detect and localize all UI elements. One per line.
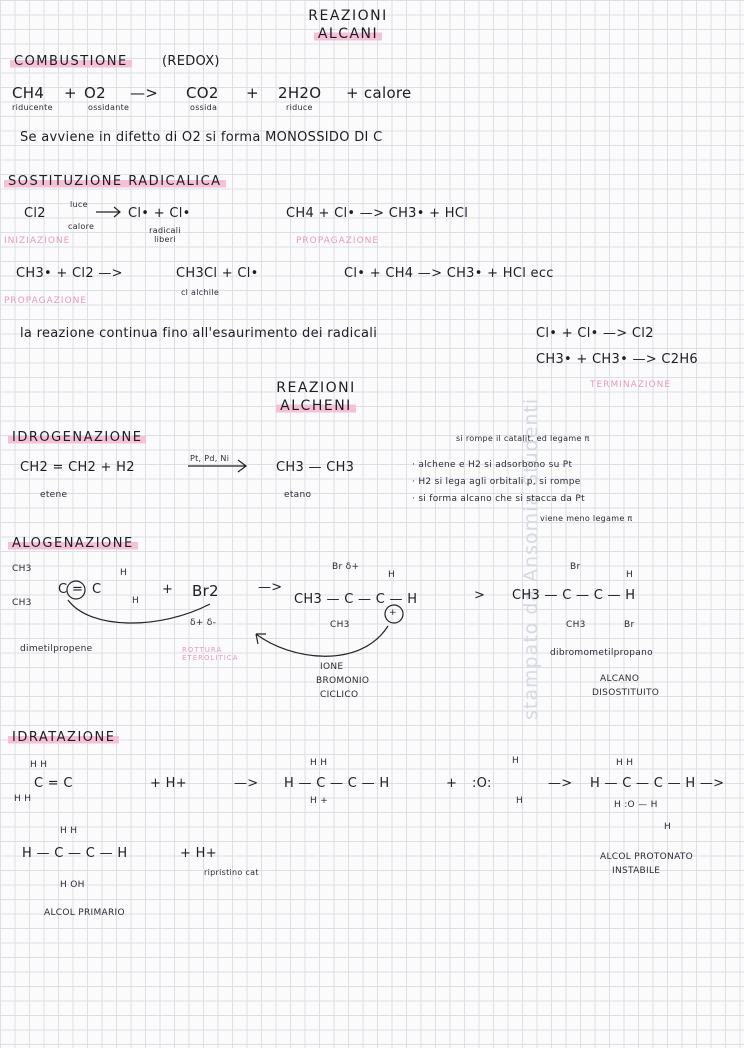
product-br-bottom: Br bbox=[624, 620, 635, 630]
carbocation-top: H H bbox=[310, 758, 328, 768]
hydration-plus-water: + bbox=[446, 776, 458, 791]
heading-sostituzione-text: SOSTITUZIONE RADICALICA bbox=[4, 174, 226, 189]
ione-label-1: IONE bbox=[320, 662, 344, 672]
hydration-arrow-2: —> bbox=[548, 776, 573, 791]
ch3-bottom: CH3 bbox=[12, 598, 32, 608]
alcano-label-1: ALCANO bbox=[600, 674, 640, 684]
protonated-oxygen: H :O — H bbox=[614, 800, 658, 810]
propagation-step2-product: CH3Cl + Cl• bbox=[176, 266, 259, 281]
init-arrow-bottom: calore bbox=[68, 222, 95, 231]
curved-arrow-1 bbox=[68, 600, 210, 623]
alkene-h-top: H bbox=[120, 568, 128, 578]
carbocation-circle bbox=[385, 605, 403, 623]
carbocation-main: H — C — C — H bbox=[284, 776, 390, 791]
propagation-step2: CH3• + Cl2 —> bbox=[16, 266, 123, 281]
hydrogenation-note-bottom: viene meno legame π bbox=[540, 514, 633, 523]
final-main: H — C — C — H bbox=[22, 846, 128, 861]
combustion-product2: 2H2O bbox=[278, 84, 322, 102]
combustion-plus2: + bbox=[246, 84, 259, 102]
intermediate-plus: + bbox=[389, 608, 397, 618]
label-ossida: ossida bbox=[190, 103, 218, 112]
termination-step1: Cl• + Cl• —> Cl2 bbox=[536, 326, 654, 341]
iniziazione-label: INIZIAZIONE bbox=[4, 236, 71, 246]
bromine-reagent: Br2 bbox=[192, 582, 219, 600]
water-h-2: H bbox=[516, 796, 524, 806]
combustion-product3: + calore bbox=[346, 84, 412, 102]
ripristino-label: ripristino cat bbox=[204, 868, 259, 877]
alkene-carbon-2: C bbox=[92, 582, 102, 597]
label-riduce: riduce bbox=[286, 103, 313, 112]
init-arrow bbox=[96, 207, 120, 217]
final-bottom: H OH bbox=[60, 880, 85, 890]
hydrogenation-note-1: · alchene e H2 si adsorbono su Pt bbox=[412, 460, 573, 470]
curved-arrow-2 bbox=[256, 626, 388, 656]
hydrogenation-note-top: si rompe il catalit. ed legame π bbox=[456, 434, 590, 443]
alkene-carbon-1: C bbox=[58, 582, 68, 597]
label-riducente: riducente bbox=[12, 103, 53, 112]
hydrogenation-arrow bbox=[188, 460, 246, 472]
section-subtitle-text: ALCHENI bbox=[276, 398, 356, 414]
protonated-top: H H bbox=[616, 758, 634, 768]
intermediate-main: CH3 — C — C — H bbox=[294, 592, 418, 607]
final-top: H H bbox=[60, 826, 78, 836]
alcol-protonato-label-1: ALCOL PROTONATO bbox=[600, 852, 694, 862]
carbocation-bottom: H + bbox=[310, 796, 329, 806]
combustion-plus1: + bbox=[64, 84, 77, 102]
section-title: REAZIONI bbox=[276, 380, 356, 396]
subtitle-text: ALCANI bbox=[314, 26, 382, 42]
hydrogenation-reagents: CH2 = CH2 + H2 bbox=[20, 460, 135, 475]
propagation-step1: CH4 + Cl• —> CH3• + HCl bbox=[286, 206, 469, 221]
alcol-primario-label: ALCOL PRIMARIO bbox=[44, 908, 125, 918]
label-ossidante: ossidante bbox=[88, 103, 130, 112]
final-plus-h: + H+ bbox=[180, 846, 217, 861]
alkene-core: C = C bbox=[34, 776, 73, 791]
catalyst-label: Pt, Pd, Ni bbox=[190, 454, 230, 463]
heading-alogenazione-text: ALOGENAZIONE bbox=[8, 536, 138, 551]
propagazione-label-2: PROPAGAZIONE bbox=[4, 296, 88, 306]
hydrogenation-note-2: · H2 si lega agli orbitali p, si rompe bbox=[412, 477, 581, 487]
alkene-h-upper: H H bbox=[30, 760, 48, 770]
protonated-main: H — C — C — H —> bbox=[590, 776, 725, 791]
intermediate-br: Br δ+ bbox=[332, 562, 360, 572]
terminazione-label: TERMINAZIONE bbox=[590, 380, 672, 390]
halogenation-plus: + bbox=[162, 582, 174, 597]
product-h-top: H bbox=[626, 570, 634, 580]
combustion-reagent2: O2 bbox=[84, 84, 106, 102]
halogenation-arrow-1: —> bbox=[258, 580, 283, 595]
watermark: stampato da Ansomia Studenti bbox=[520, 397, 542, 720]
heading-combustione-text: COMBUSTIONE bbox=[10, 54, 132, 69]
init-reagent: Cl2 bbox=[24, 206, 46, 221]
water-h-1: H bbox=[512, 756, 520, 766]
intermediate-ch3: CH3 bbox=[330, 620, 350, 630]
combustion-reagent1: CH4 bbox=[12, 84, 45, 102]
init-products: Cl• + Cl• bbox=[128, 206, 191, 221]
hydrogenation-note-3: · si forma alcano che si stacca da Pt bbox=[412, 494, 585, 504]
double-bond-circle bbox=[67, 581, 85, 599]
hydration-arrow-1: —> bbox=[234, 776, 259, 791]
hydrogenation-product: CH3 — CH3 bbox=[276, 460, 355, 475]
halogenation-arrow-2: > bbox=[474, 588, 486, 603]
ione-label-2: BROMONIO bbox=[316, 676, 370, 686]
alkene-h-bottom: H bbox=[132, 596, 140, 606]
delta-charges: δ+ δ- bbox=[190, 618, 217, 628]
propagazione-label-1: PROPAGAZIONE bbox=[296, 236, 380, 246]
double-bond: = bbox=[72, 582, 84, 597]
water-oxygen: :O: bbox=[472, 776, 492, 791]
intermediate-h: H bbox=[388, 570, 396, 580]
alcano-label-2: DISOSTITUITO bbox=[592, 688, 660, 698]
etene-label: etene bbox=[40, 490, 68, 500]
heading-idrogenazione-text: IDROGENAZIONE bbox=[8, 430, 146, 445]
heading-idratazione-text: IDRATAZIONE bbox=[8, 730, 119, 745]
combustion-product1: CO2 bbox=[186, 84, 219, 102]
combustion-note: Se avviene in difetto di O2 si forma MONOSSIDO DI C bbox=[20, 130, 383, 145]
page-title: REAZIONI bbox=[308, 8, 388, 24]
ch3-top: CH3 bbox=[12, 564, 32, 574]
termination-step2: CH3• + CH3• —> C2H6 bbox=[536, 352, 698, 367]
combustion-arrow: —> bbox=[130, 84, 159, 102]
dimetilpropene-label: dimetilpropene bbox=[20, 644, 93, 654]
dibromometilpropano-label: dibromometilpropano bbox=[550, 648, 653, 658]
ione-label-3: CICLICO bbox=[320, 690, 359, 700]
hydration-plus-h: + H+ bbox=[150, 776, 187, 791]
etano-label: etano bbox=[284, 490, 312, 500]
continua-note: la reazione continua fino all'esaurimento dei radicali bbox=[20, 326, 378, 341]
protonated-h: H bbox=[664, 822, 672, 832]
radicali-liberi: radicali liberi bbox=[149, 226, 181, 244]
product-br-top: Br bbox=[570, 562, 581, 572]
alcol-protonato-label-2: INSTABILE bbox=[612, 866, 661, 876]
propagation-step3: Cl• + CH4 —> CH3• + HCl ecc bbox=[344, 266, 554, 281]
product-main: CH3 — C — C — H bbox=[512, 588, 636, 603]
product-ch3: CH3 bbox=[566, 620, 586, 630]
init-arrow-top: luce bbox=[70, 200, 88, 209]
rottura-label: ROTTURA ETEROLITICA bbox=[182, 646, 239, 662]
alkene-h-lower: H H bbox=[14, 794, 32, 804]
alchile-label: cl alchile bbox=[180, 288, 220, 297]
redox-label: (REDOX) bbox=[162, 54, 220, 69]
